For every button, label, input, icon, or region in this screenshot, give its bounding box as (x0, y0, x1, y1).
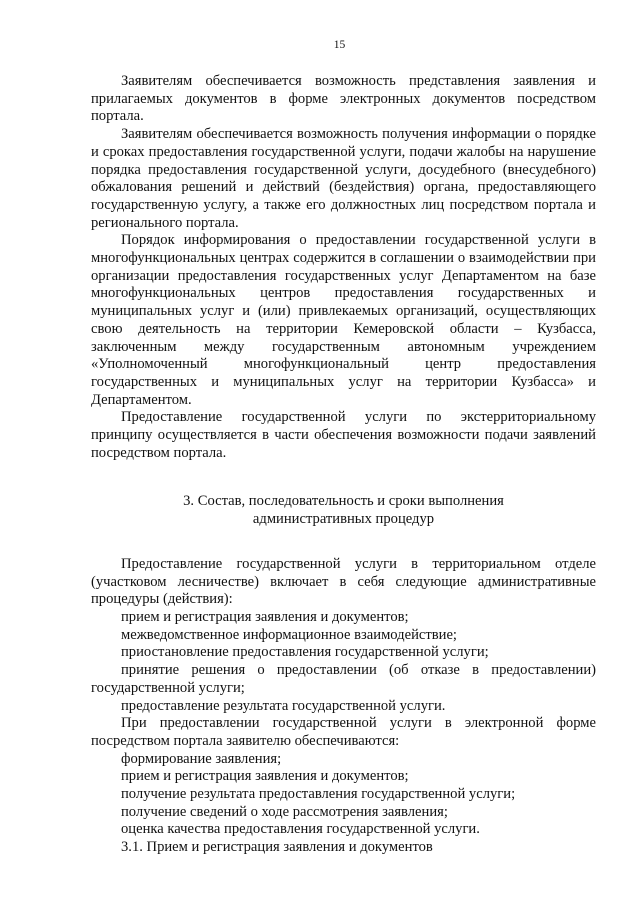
procedure-item: межведомственное информационное взаимодействие; (121, 626, 457, 643)
procedure-item: предоставление результата государственной услуги. (121, 697, 446, 714)
procedure-item: прием и регистрация заявления и документов; (121, 608, 409, 625)
paragraph-portal-intro: При предоставлении государственной услуги в электронной форме посредством портала заявителю обеспечиваются: (91, 715, 596, 749)
subsection-title: 3.1. Прием и регистрация заявления и документов (121, 839, 433, 856)
paragraph-electronic-submission: Заявителям обеспечивается возможность представления заявления и прилагаемых документов в форме электронных документов посредством портала. (91, 73, 596, 125)
section-heading-line1: 3. Состав, последовательность и сроки выполнения (183, 493, 504, 510)
paragraph-extraterritorial: Предоставление государственной услуги по экстерриториальному принципу осуществляется в части обеспечения возможности подачи заявлений посредством портала. (91, 409, 596, 461)
paragraph-mfc-informing: Порядок информирования о предоставлении государственной услуги в многофункциональных центрах содержится в соглашении о взаимодействии при организации предоставления государственных услуг Департаментом на базе многофункциональных центров предоставления государственных и муниципальных услуг и (или) привлекаемых организаций, осуществляющих свою деятельность на территории Кемеровской области – Кузбасса, заключенным между государственным автономным учреждением «Уполномоченный многофункциональный центр предоставления государственных и муниципальных услуг на территории Кузбасса» и Департаментом. (91, 232, 596, 408)
portal-item: получение результата предоставления государственной услуги; (121, 786, 516, 803)
section-heading (91, 493, 596, 528)
section-heading-line2: административных процедур (252, 511, 435, 528)
procedure-item: приостановление предоставления государственной услуги; (121, 644, 489, 661)
portal-item: получение сведений о ходе рассмотрения заявления; (121, 803, 448, 820)
portal-item: оценка качества предоставления государственной услуги. (121, 821, 480, 838)
page-number: 15 (333, 39, 346, 51)
portal-item: прием и регистрация заявления и документов; (121, 768, 409, 785)
procedure-item: принятие решения о предоставлении (об отказе в предоставлении) государственной услуги; (91, 662, 596, 696)
paragraph-information-access: Заявителям обеспечивается возможность получения информации о порядке и сроках предоставления государственной услуги, подачи жалобы на нарушение порядка предоставления государственной услуги, досудебного (внесудебного) обжалования решений и действий (бездействия) органа, предоставляющего государственную услугу, а также его должностных лиц посредством портала и регионального портала. (91, 126, 596, 231)
portal-item: формирование заявления; (121, 750, 282, 767)
paragraph-section-intro: Предоставление государственной услуги в территориальном отделе (участковом лесничестве) включает в себя следующие административные процедуры (действия): (91, 555, 596, 608)
